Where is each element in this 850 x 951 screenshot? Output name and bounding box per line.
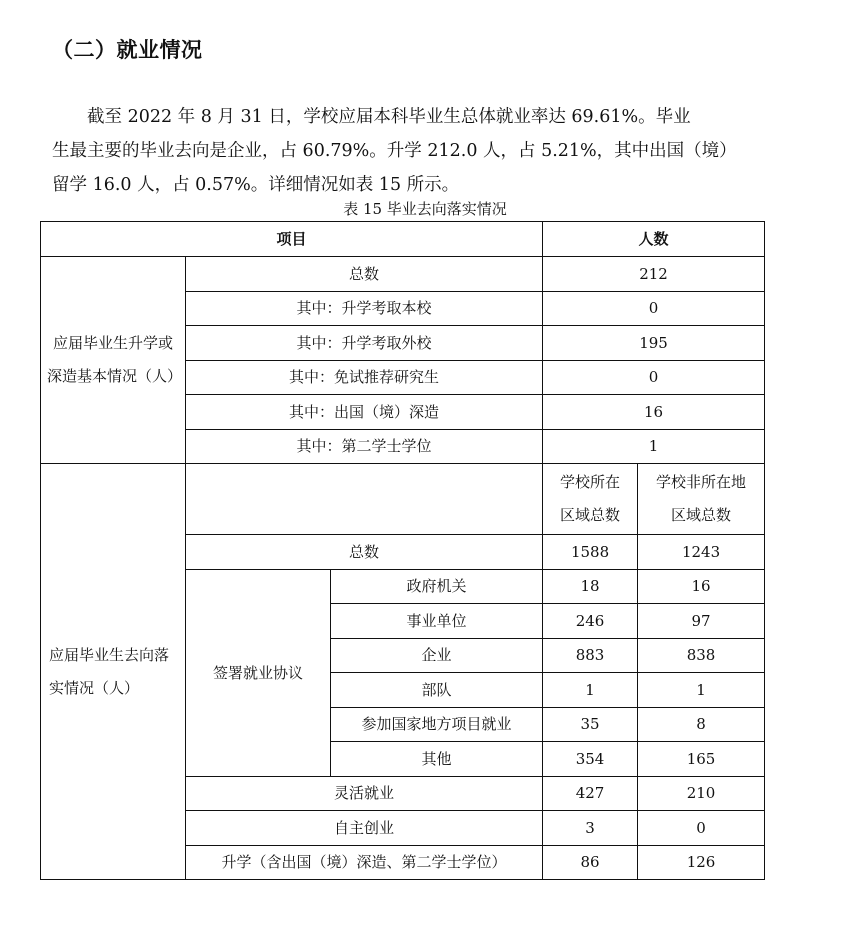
row-value: 0	[543, 360, 765, 395]
row-value-nonlocal: 1	[638, 673, 765, 708]
row-label: 参加国家地方项目就业	[331, 707, 543, 742]
header-item: 项目	[41, 222, 543, 257]
table-row	[41, 257, 765, 292]
row-label: 自主创业	[186, 811, 543, 846]
row-label: 总数	[186, 535, 543, 570]
row-label: 政府机关	[331, 569, 543, 604]
row-value-nonlocal: 838	[638, 638, 765, 673]
row-label: 灵活就业	[186, 776, 543, 811]
row-value-local: 3	[543, 811, 638, 846]
row-value: 212	[543, 257, 765, 292]
row-label: 部队	[331, 673, 543, 708]
row-value-local: 427	[543, 776, 638, 811]
agreement-label: 签署就业协议	[186, 569, 331, 776]
row-label: 其中：第二学士学位	[186, 429, 543, 464]
row-value-nonlocal: 16	[638, 569, 765, 604]
summary-paragraph	[52, 100, 764, 202]
destination-table	[40, 221, 765, 880]
row-label: 其中：出国（境）深造	[186, 395, 543, 430]
table-caption: 表 15 毕业去向落实情况	[343, 200, 507, 218]
row-value-local: 35	[543, 707, 638, 742]
row-label: 其他	[331, 742, 543, 777]
row-label: 升学（含出国（境）深造、第二学士学位）	[186, 845, 543, 880]
row-label: 其中：升学考取外校	[186, 326, 543, 361]
table-subheader-row	[41, 464, 765, 535]
paragraph-line: 留学 16.0 人，占 0.57%。详细情况如表 15 所示。	[52, 175, 460, 195]
row-value-nonlocal: 1243	[638, 535, 765, 570]
row-label: 其中：免试推荐研究生	[186, 360, 543, 395]
row-value-local: 883	[543, 638, 638, 673]
row-value-local: 354	[543, 742, 638, 777]
row-value: 0	[543, 291, 765, 326]
row-label: 总数	[186, 257, 543, 292]
row-value-local: 246	[543, 604, 638, 639]
table-header-row	[41, 222, 765, 257]
col-nonlocal-header: 学校非所在地区域总数	[638, 464, 765, 535]
section2-label: 应届毕业生去向落实情况（人）	[41, 464, 186, 880]
row-label: 事业单位	[331, 604, 543, 639]
row-value-nonlocal: 210	[638, 776, 765, 811]
row-value: 1	[543, 429, 765, 464]
row-value-local: 1	[543, 673, 638, 708]
row-value-local: 86	[543, 845, 638, 880]
row-value-nonlocal: 0	[638, 811, 765, 846]
paragraph-line: 生最主要的毕业去向是企业，占 60.79%。升学 212.0 人，占 5.21%，其中出国（境）	[52, 141, 737, 161]
row-value-nonlocal: 97	[638, 604, 765, 639]
section-heading: （二）就业情况	[52, 38, 203, 62]
empty-cell	[186, 464, 543, 535]
col-local-header: 学校所在区域总数	[543, 464, 638, 535]
row-value: 16	[543, 395, 765, 430]
section1-label: 应届毕业生升学或深造基本情况（人）	[41, 257, 186, 464]
row-label: 其中：升学考取本校	[186, 291, 543, 326]
row-value-local: 1588	[543, 535, 638, 570]
header-count: 人数	[543, 222, 765, 257]
paragraph-line: 截至 2022 年 8 月 31 日，学校应届本科毕业生总体就业率达 69.61%。毕业	[87, 107, 691, 127]
row-value-nonlocal: 165	[638, 742, 765, 777]
row-value: 195	[543, 326, 765, 361]
row-label: 企业	[331, 638, 543, 673]
row-value-nonlocal: 8	[638, 707, 765, 742]
row-value-local: 18	[543, 569, 638, 604]
row-value-nonlocal: 126	[638, 845, 765, 880]
